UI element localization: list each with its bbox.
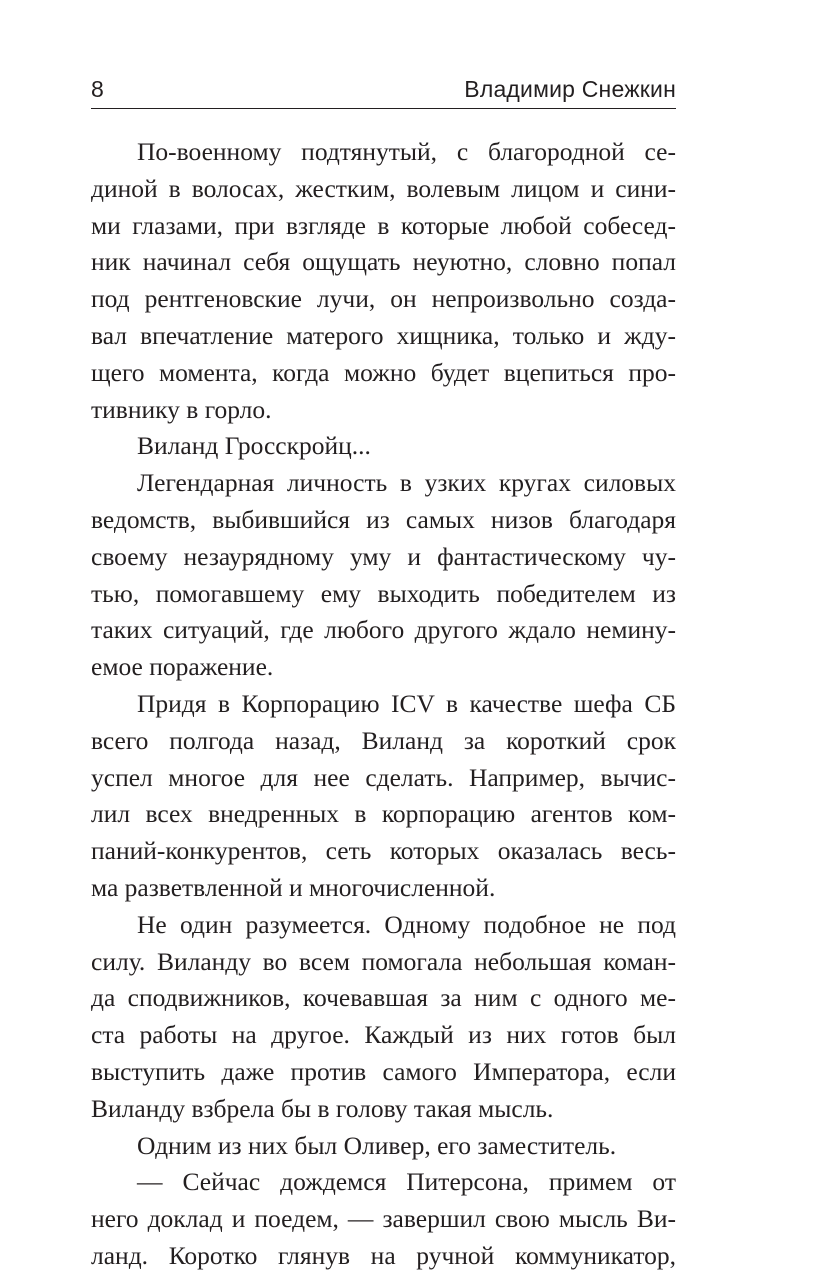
page-header <box>91 74 676 109</box>
text-line: Виланд Гросскройц... <box>137 431 371 461</box>
text-line: успел многое для нее сделать. Например, вычис- <box>91 762 676 792</box>
paragraph <box>91 686 676 907</box>
text-line: него доклад и поедем, — завершил свою мысль Ви- <box>91 1204 676 1234</box>
text-line: щего момента, когда можно будет вцепиться про- <box>91 357 676 387</box>
text-line: лил всех внедренных в корпорацию агентов ком- <box>91 799 676 829</box>
text-line: вал впечатление матерого хищника, только и жду- <box>91 320 676 350</box>
text-line: Виланду взбрела бы в голову такая мысль. <box>91 1093 554 1123</box>
text-line: емое поражение. <box>91 652 274 682</box>
paragraph <box>91 907 676 1128</box>
text-line: Одним из них был Оливер, его заместитель. <box>137 1130 617 1160</box>
text-line: тью, помогавшему ему выходить победителем из <box>91 578 676 608</box>
text-line: Придя в Корпорацию ICV в качестве шефа СБ <box>137 688 676 718</box>
text-line: ми глазами, при взгляде в которые любой собесед- <box>91 210 676 240</box>
paragraph <box>91 134 676 428</box>
text-line: паний-конкурентов, сеть которых оказалась весь- <box>91 836 676 866</box>
text-line: всего полгода назад, Виланд за короткий срок <box>91 725 676 755</box>
body-text <box>91 134 676 1275</box>
text-line: таких ситуаций, где любого другого ждало немину- <box>91 615 676 645</box>
text-line: выступить даже против самого Императора, если <box>91 1056 676 1086</box>
text-line: тивнику в горло. <box>91 394 272 424</box>
running-head-author: Владимир Снежкин <box>464 76 676 102</box>
text-line: под рентгеновские лучи, он непроизвольно созда- <box>91 284 676 314</box>
text-line: ведомств, выбившийся из самых низов благодаря <box>91 504 676 534</box>
page-number: 8 <box>91 76 104 102</box>
text-line: да сподвижников, кочевавшая за ним с одного ме- <box>91 983 676 1013</box>
paragraph <box>91 1164 676 1274</box>
text-line: Не один разумеется. Одному подобное не под <box>137 909 676 939</box>
text-line: ник начинал себя ощущать неуютно, словно попал <box>91 247 676 277</box>
text-line: ста работы на другое. Каждый из них готов был <box>91 1020 676 1050</box>
text-line: — Сейчас дождемся Питерсона, примем от <box>137 1167 676 1197</box>
paragraph <box>91 428 676 465</box>
text-line: Легендарная личность в узких кругах силовых <box>137 468 676 498</box>
text-line: своему незаурядному уму и фантастическому чу- <box>91 541 676 571</box>
text-line: силу. Виланду во всем помогала небольшая коман- <box>91 946 676 976</box>
text-line: По-военному подтянутый, с благородной се- <box>137 137 676 166</box>
text-line: ланд. Коротко глянув на ручной коммуникатор, <box>91 1240 676 1270</box>
paragraph <box>91 465 676 686</box>
text-line: ма разветвленной и многочисленной. <box>91 872 496 902</box>
text-line: диной в волосах, жестким, волевым лицом и сини- <box>91 173 676 203</box>
paragraph <box>91 1128 676 1165</box>
